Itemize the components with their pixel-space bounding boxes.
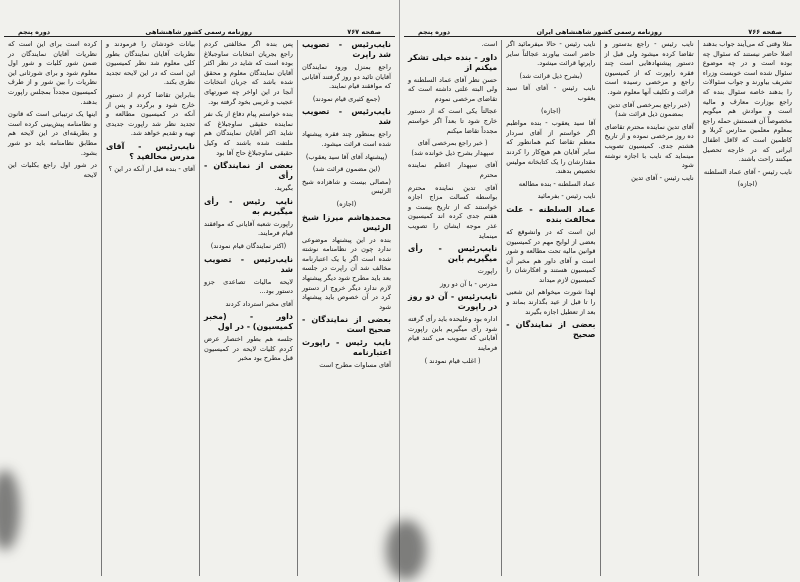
text-column xyxy=(101,40,199,576)
speaker-heading: محمدهاشم میرزا شیخ الرئیس xyxy=(302,212,391,232)
speaker-heading: نایب‌رئیس - تصویب شد راپرت xyxy=(302,40,391,59)
speaker-heading: نایب‌رئیس - تصویب شد xyxy=(204,254,293,274)
paragraph: نایب رئیس - بفرمائید xyxy=(537,192,596,201)
text-column xyxy=(199,40,297,576)
page-header xyxy=(404,22,796,37)
page-number: صفحه ۷۶۶ xyxy=(748,28,782,36)
speaker-heading: داور - (مخبر کمیسیون) - در اول xyxy=(204,312,293,332)
paragraph: عماد السلطنه - بنده مطالعه xyxy=(518,179,596,188)
paragraph: آقای مساوات مطرح است xyxy=(319,361,391,370)
right-page xyxy=(400,0,800,582)
paragraph: نایب رئیس - حالا میفرمائید اگر حاضر است بیاورند عجالتاً سایر راپرتها قرائت میشود. xyxy=(506,40,596,68)
scan-smudge xyxy=(386,520,426,580)
text-columns xyxy=(4,40,395,576)
speaker-heading: عماد السلطنه - علت مخالفت بنده xyxy=(506,204,596,224)
paragraph: بنده در این پیشنهاد موضوعی ندارد چون در نظامنامه نوشته شده است اگر یا یک اعتبارنامه مخالف شد آن راپرت در جلسه بعد باید مطرح شود دیگر پیشنهاد لازم ندارد دیگر خروج از دستور کرد در آن خصوص باید پیشنهاد شود xyxy=(302,235,391,311)
paragraph: راپورت شعبه آقایانی که موافقند قیام فرمایند. xyxy=(204,219,293,238)
paragraph: مثلا وقتی که می‌آیند جواب بدهند اصلا حاضر نیستند که سئوال چه بوده است و در چه موضوع سئوال شده است خوبست وزراء تشریف بیاورند و جواب سئوالات را بدهند خاصه سئوال بنده که راجع بوزارت معارف و مالیه است و موادش هم میگویم مخصوصاً آن قسمتش حمله راجع بمعلوم معلمین مدارس کربلا و کاظمین است که لااقل اطفال ایرانی که در خارجه تحصیل میکنند راحت باشند. xyxy=(702,40,792,164)
paragraph: بنابراین تقاضا کردم از دستور خارج شود و برگردد و پس از آنکه در کمیسیون مطالعه و تجدید نظر شد راپورت جدیدی تهیه و تقدیم خواهد شد. xyxy=(106,90,195,138)
paragraph: آقا سید یعقوب - بنده مواظبم اگر خواستم از آقای سردار معظم تقاضا کنم همانطور که سایر آقایان هم هیچ‌کار را کردند مقدارشان را یک کتابخانه مولیس تخصیص بدهند. xyxy=(506,119,596,176)
paragraph: نایب رئیس - آقای عماد السلطنه xyxy=(703,167,792,176)
paragraph: این است که در وانشوقع که بعضی از لوایح مهم در کمیسیون قوانین مالیه تحت مطالعه و شور است و آقای داور هم مخبر آن کمیسیون هستند و افکارشان را کمیسیون لازم میداند xyxy=(506,227,596,284)
procedural-note: (بشرح ذیل قرائت شد) xyxy=(519,71,583,80)
paragraph: مدرس - با آن دو روز xyxy=(439,279,498,288)
paragraph: بیانات خودشان را فرمودند و نظریات آقایان نمایندگان بطور کلی معلوم شد نظر کمیسیون این است که در این لایحه تجدید نظری بکند. xyxy=(106,40,195,87)
procedural-note: (اجازه) xyxy=(737,180,758,189)
procedural-note: (پیشنهاد آقای آقا سید یعقوب) xyxy=(305,152,388,161)
gazette-title: روزنامه رسمی کشور شاهنشاهی ایران xyxy=(536,28,662,36)
procedural-note: ( خبر راجع بمرخصی آقای سپهدار بشرح ذیل خوانده شد) xyxy=(411,139,494,157)
speaker-heading: نایب‌رئیس - تصویب شد xyxy=(302,107,391,127)
paragraph: در شور اول راجع بکلیات این لایحه xyxy=(8,161,97,179)
term-label: دوره پنجم xyxy=(418,28,451,36)
paragraph: آقای تدین نماینده محترم تقاضای ده روز مرخصی نموده و از تاریخ هشتم جدی. کمیسیون تصویب مینماید که نایب با اجازه نوشته شود xyxy=(604,122,694,170)
paragraph: نایب رئیس - آقای آقا سید یعقوب xyxy=(506,84,596,102)
speaker-heading: داور - بنده خیلی تشکر میکنم از xyxy=(408,52,498,72)
paragraph: بنده خواستم پیام دفاع از یک نفر نماینده حقیقی ساوجبلاغ که شاید اکثر آقایان نمایندگان هم ملتفت شده باشند که وکیل حقیقی ساوجبلاغ حاج آقا بود xyxy=(204,110,293,157)
speaker-heading: بعضی از نمایندگان - صحیح است xyxy=(302,315,391,335)
paragraph: کرده است برای این است که نظریات آقایان نمایندگان در ضمن شور کلیات و شور اول معلوم شود و برای شورثانی این نظریات را بین شور و از طرف کمیسیون مجدداً بمجلس راپورت بدهند. xyxy=(8,40,97,106)
text-column xyxy=(600,40,698,576)
procedural-note: (اجازه) xyxy=(541,106,561,115)
procedural-note: (این مضمون قرائت شد) xyxy=(312,165,381,174)
text-column xyxy=(404,40,501,576)
procedural-note: (اکثر نمایندگان قیام نمودند) xyxy=(210,241,287,250)
procedural-note: (جمع کثیری قیام نمودند) xyxy=(312,94,381,103)
page-number: صفحه ۷۶۷ xyxy=(347,28,381,36)
speaker-heading: نایب رئیس - رأی میگیریم به xyxy=(204,196,293,216)
paragraph: (مصالی بیست و شاهزاده شیخ الرئیس xyxy=(302,177,391,196)
gazette-title: روزنامه رسمی کشور شاهنشاهی xyxy=(145,28,252,36)
paragraph: لایحه مالیات تصاعدی جزو دستور بود... xyxy=(204,277,293,296)
paragraph: آقای سپهدار اعظم نماینده محترم xyxy=(408,161,498,179)
paragraph: حسن نظر آقای عماد السلطنه و ولی البته علتی داشته است که تقاضای مرخصی نمودم xyxy=(408,75,498,103)
paragraph: اداره بود وعلیحده باید رأی گرفته شود رأی میگیریم باین راپورت آقایانی که تصویب می کنند قیام فرمایند xyxy=(408,315,498,353)
paragraph: نایب رئیس - آقای تدین xyxy=(631,173,694,182)
paragraph: آقای مخبر استرداد کردند xyxy=(225,299,293,308)
paragraph: جلسه هم بطور اختصار عرض کردم کلیات لایحه در کمیسیون قبل مطرح بود مخبر xyxy=(204,335,293,363)
procedural-note: (اجازه) xyxy=(336,199,357,208)
procedural-note: ( اغلب قیام نمودند ) xyxy=(424,356,481,365)
paragraph: آقای تدین نماینده محترم بواسطه کسالت مزاج اجازه خواستند که از تاریخ بیست و هفتم جدی کرده اند کمیسیون عذر موجه ایشان را تصویب مینماید xyxy=(408,183,498,240)
paragraph: عجالتاً یکی است که از دستور خارج شود تا بعداً اگر خواستم مجدداً تقاضا میکنم xyxy=(408,107,498,135)
text-column xyxy=(501,40,599,576)
paragraph: راجع بمنظور چند فقره پیشنهاد شده است قرائت میشود. xyxy=(302,130,391,148)
paragraph: است. xyxy=(481,40,498,48)
speaker-heading: بعضی از نمایندگان - رأی xyxy=(204,161,293,181)
speaker-heading: بعضی از نمایندگان - صحیح xyxy=(506,320,596,340)
speaker-heading: نایب‌رئیس - آقای مدرس مخالفید ؟ xyxy=(106,141,195,161)
page-header xyxy=(4,22,395,37)
term-label: دوره پنجم xyxy=(18,28,51,36)
paragraph: نایب رئیس - راجع بدستور و تقاضا کرده میشود ولی قبل از دستور پیشنهادهایی است چند فقره راپورت که از کمیسیون راجع و مرخصی رسیده است قرائت و تکلیف آنها معلوم شود. xyxy=(604,40,694,96)
text-column xyxy=(297,40,395,576)
paragraph: بگیرید. xyxy=(274,184,293,193)
speaker-heading: نایب رئیس - راپورت اعتبارنامه xyxy=(302,338,391,358)
paragraph: لهذا شورت میخواهم این شعبی را تا قبل از عید بگذارند بماند و بعد از تعطیل اجازه بگیرند xyxy=(506,288,596,316)
paragraph: آقای - بنده قبل از آنکه در این ؟ xyxy=(108,164,195,173)
paragraph: اینها یک ترتیباتی است که قانون و نظامنامه پیش‌بینی کرده است و بطریقه‌ای در این لایحه هم مطابق نظامنامه باید دو شور بشود. xyxy=(8,110,97,157)
paragraph: راپورت xyxy=(477,267,498,276)
paragraph: راجع بمنزل ورود نمایندگان آقایان تائید دو روز گرفتند آقایانی که موافقند قیام نمایند. xyxy=(302,63,391,91)
speaker-heading: نایب‌رئیس - رأی میگیریم باین xyxy=(408,244,498,264)
procedural-note: (خبر راجع بمرخصی آقای تدین بمضمون ذیل قرائت شد) xyxy=(608,100,691,119)
text-column xyxy=(698,40,796,576)
paragraph: پس بنده اگر مخالفتی کردم راجع بجریان انتخابات ساوجبلاغ بوده است که شاید در نظر اکثر آقایان نمایندگان معلوم و محقق شده باشد که جریان انتخابات آنجا در این اواخر چه صورتهای عجیب و غریبی بخود گرفته بود. xyxy=(204,40,293,106)
speaker-heading: نایب‌رئیس - آن دو روز در راپورت xyxy=(408,292,498,312)
text-columns xyxy=(404,40,796,576)
